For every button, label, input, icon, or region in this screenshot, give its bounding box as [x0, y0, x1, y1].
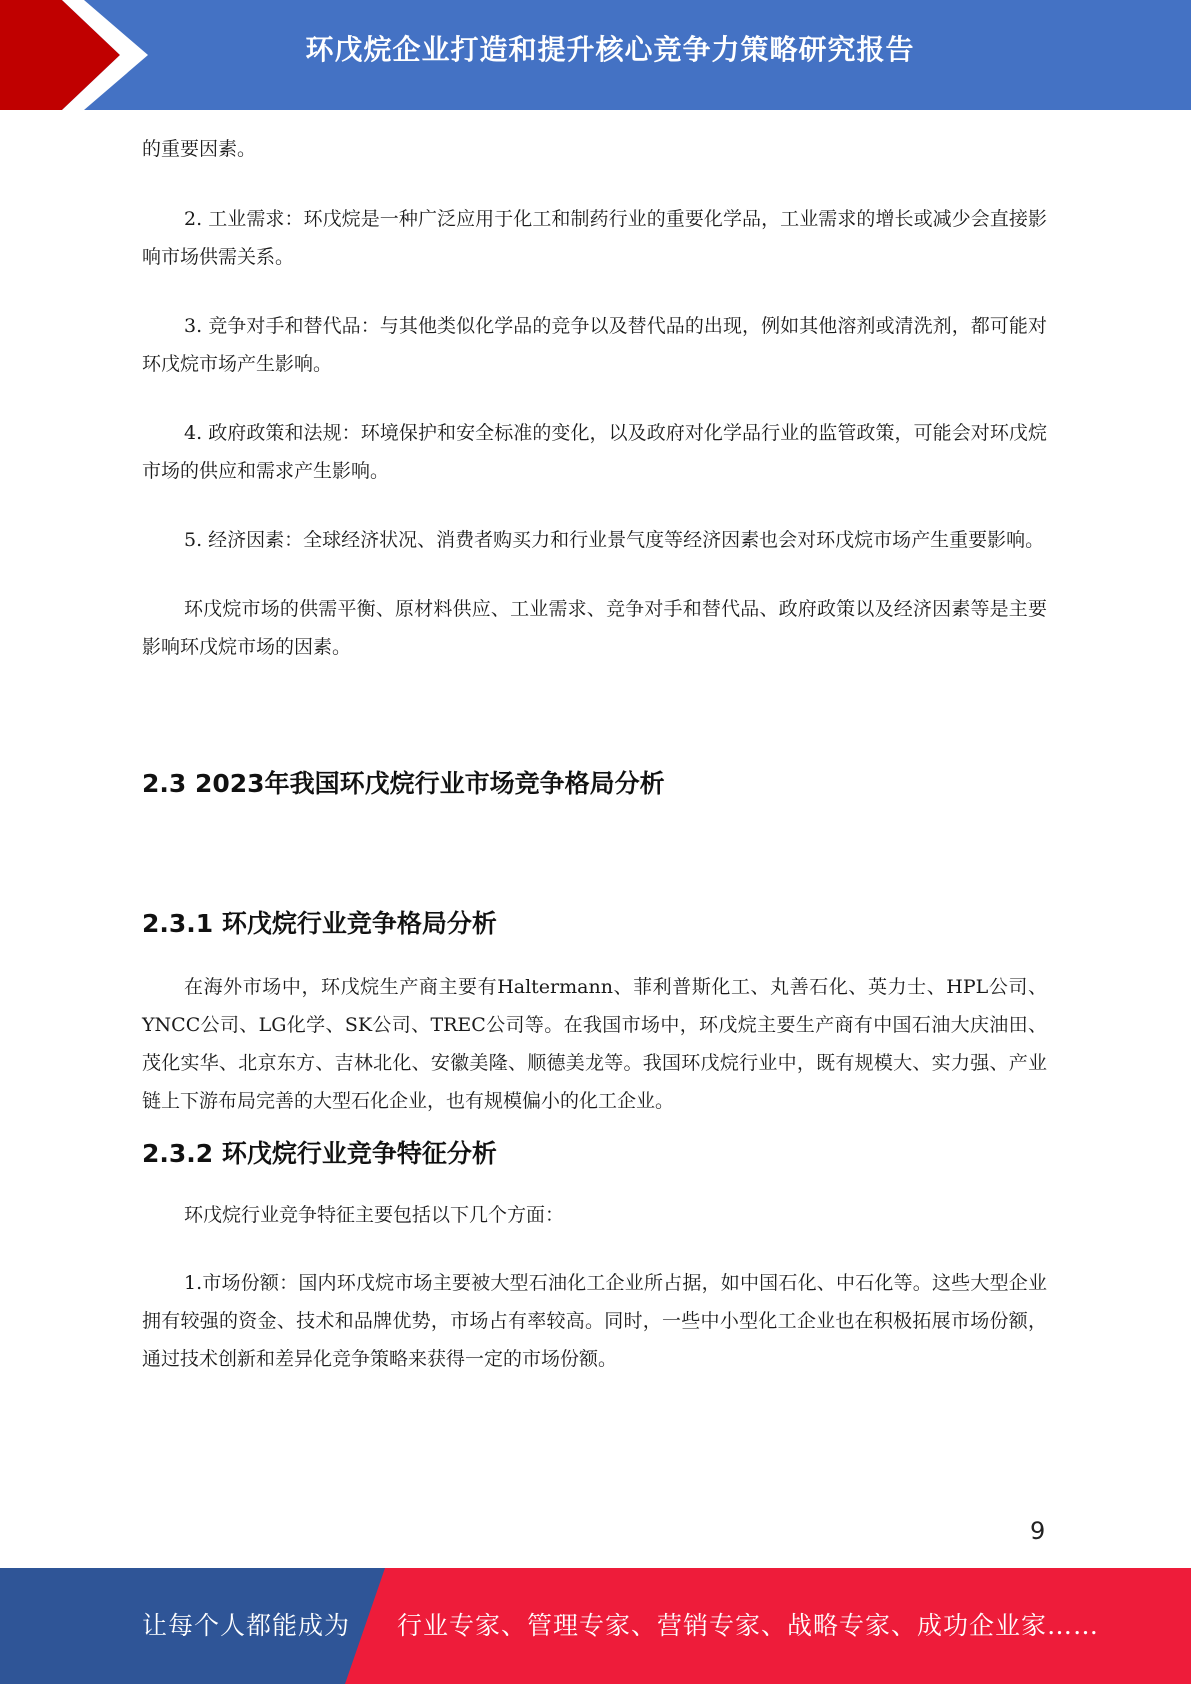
paragraph: 的重要因素。: [142, 138, 257, 160]
footer-slogan-left: 让每个人都能成为: [142, 1611, 351, 1640]
footer-slogan-right: 行业专家、管理专家、营销专家、战略专家、成功企业家……: [397, 1611, 1100, 1640]
paragraph-competitors: 3. 竞争对手和替代品：与其他类似化学品的竞争以及替代品的出现，例如其他溶剂或清洗剂，都可能对环戊烷市场产生影响。: [142, 315, 1047, 375]
header-arrow-decoration: [0, 0, 160, 110]
paragraph-summary: 环戊烷市场的供需平衡、原材料供应、工业需求、竞争对手和替代品、政府政策以及经济因素等是主要影响环戊烷市场的因素。: [142, 598, 1047, 658]
paragraph-intro: 环戊烷行业竞争特征主要包括以下几个方面：: [184, 1204, 565, 1226]
header-banner: [0, 0, 1191, 110]
section-heading-2-3-2: 2.3.2 环戊烷行业竞争特征分析: [142, 1139, 497, 1168]
section-heading-2-3: 2.3 2023年我国环戊烷行业市场竞争格局分析: [142, 769, 665, 798]
paragraph-policy: 4. 政府政策和法规：环境保护和安全标准的变化，以及政府对化学品行业的监管政策，可能会对环戊烷市场的供应和需求产生影响。: [142, 422, 1047, 482]
report-title: 环戊烷企业打造和提升核心竞争力策略研究报告: [305, 33, 915, 66]
paragraph-market-share: 1.市场份额：国内环戊烷市场主要被大型石油化工企业所占据，如中国石化、中石化等。这些大型企业拥有较强的资金、技术和品牌优势，市场占有率较高。同时，一些中小型化工企业也在积极拓展市场份额，通过技术创新和差异化竞争策略来获得一定的市场份额。: [142, 1272, 1047, 1370]
page-content: [142, 130, 1047, 1378]
page-number: 9: [1030, 1517, 1046, 1545]
section-heading-2-3-1: 2.3.1 环戊烷行业竞争格局分析: [142, 909, 497, 938]
paragraph-industrial-demand: 2. 工业需求：环戊烷是一种广泛应用于化工和制药行业的重要化学品，工业需求的增长或减少会直接影响市场供需关系。: [142, 208, 1047, 268]
paragraph-competition-landscape: 在海外市场中，环戊烷生产商主要有Haltermann、菲利普斯化工、丸善石化、英力士、HPL公司、YNCC公司、LG化学、SK公司、TREC公司等。在我国市场中，环戊烷主要生产商有中国石油大庆油田、茂化实华、北京东方、吉林北化、安徽美隆、顺德美龙等。我国环戊烷行业中，既有规模大、实力强、产业链上下游布局完善的大型石化企业，也有规模偏小的化工企业。: [142, 976, 1047, 1112]
paragraph-economy: 5. 经济因素：全球经济状况、消费者购买力和行业景气度等经济因素也会对环戊烷市场产生重要影响。: [184, 529, 1045, 551]
footer-banner: [0, 1568, 1191, 1684]
